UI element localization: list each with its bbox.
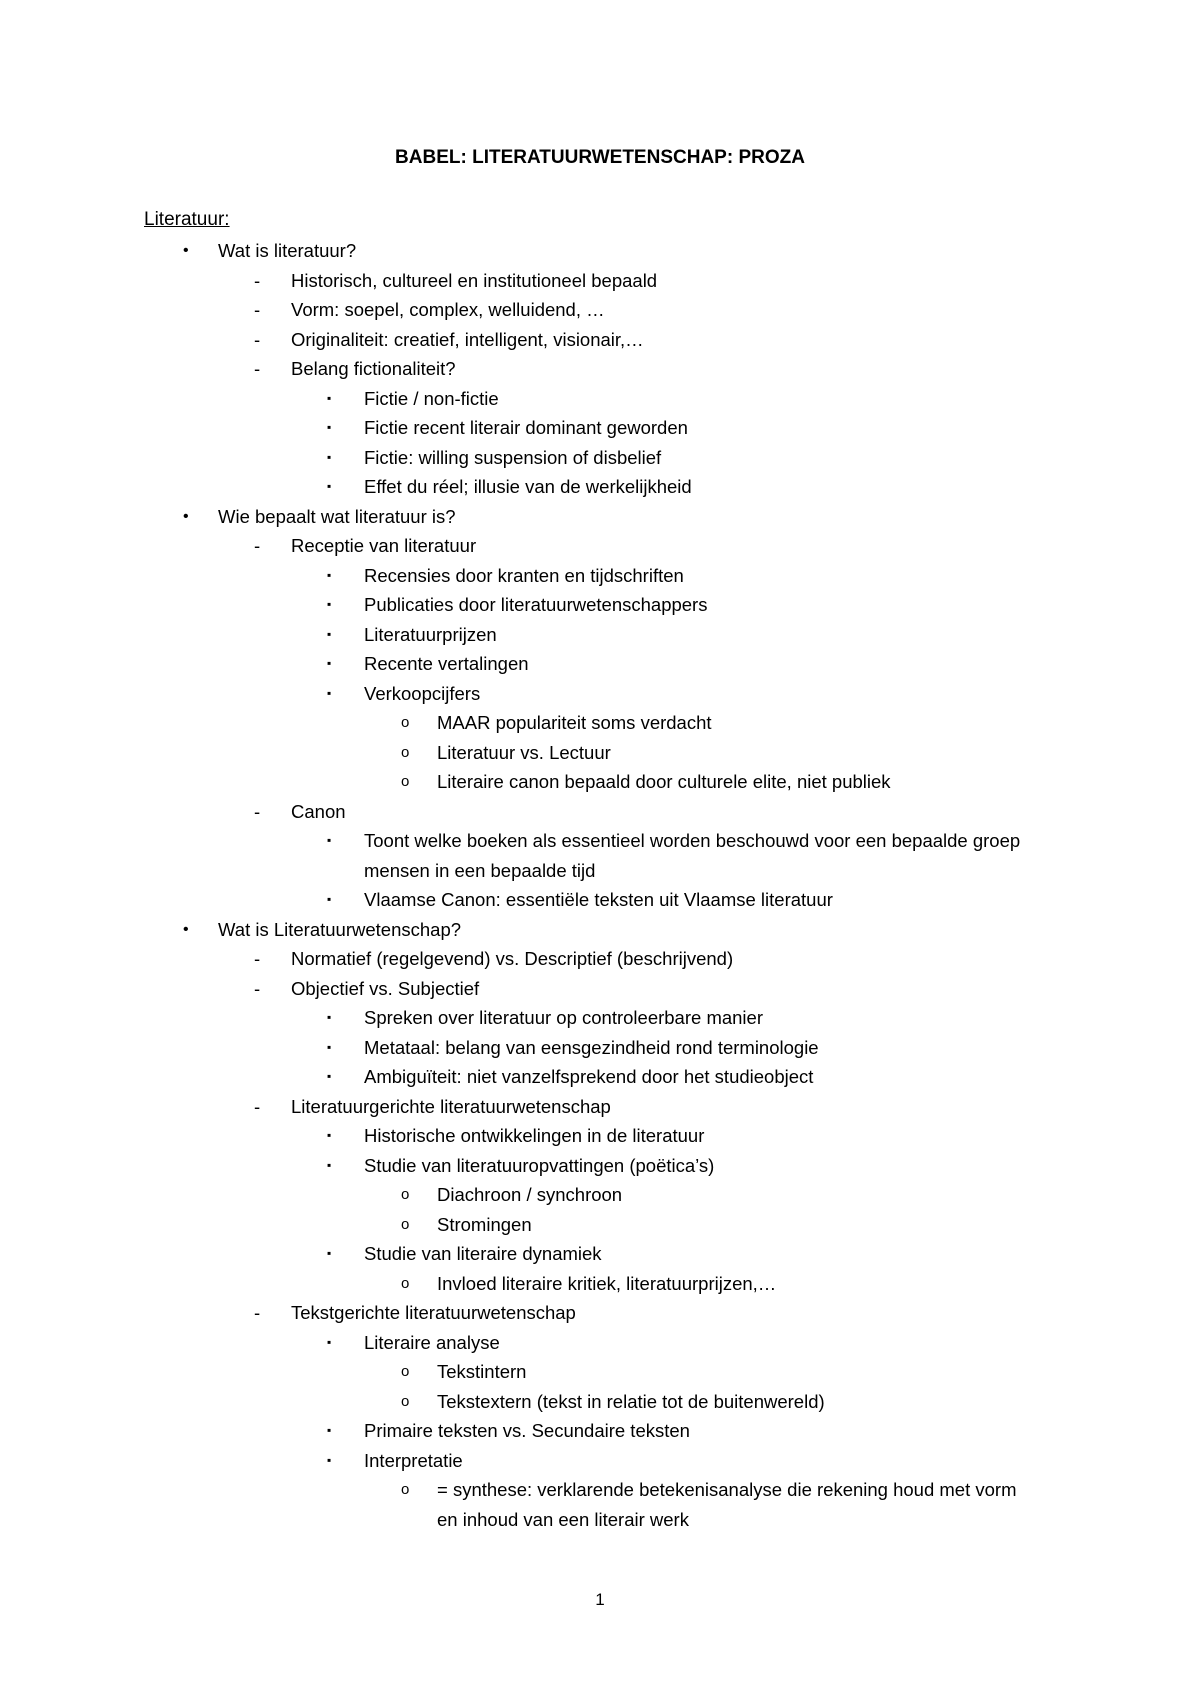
circle-marker: o <box>401 1274 410 1292</box>
square-marker: ▪ <box>327 1128 332 1142</box>
dash-marker: - <box>254 269 261 291</box>
outline-item-level-3 <box>0 443 1200 473</box>
outline-item-text: Verkoopcijfers <box>364 682 481 704</box>
dash-marker: - <box>254 1095 261 1117</box>
outline-item-level-3 <box>0 1121 1200 1151</box>
dash-marker: - <box>254 977 261 999</box>
outline-item-level-3 <box>0 1062 1200 1092</box>
square-marker: ▪ <box>327 567 332 582</box>
outline-item-text: Literatuur vs. Lectuur <box>437 741 611 763</box>
square-marker: ▪ <box>327 626 332 641</box>
outline-item-text: Literatuurgerichte literatuurwetenschap <box>291 1095 611 1117</box>
outline-item-level-2 <box>0 974 1200 1004</box>
square-marker: ▪ <box>327 1010 332 1024</box>
outline-item-text: Tekstgerichte literatuurwetenschap <box>291 1302 576 1323</box>
square-marker: ▪ <box>327 656 332 670</box>
outline-item-text: Receptie van literatuur <box>291 535 477 556</box>
square-marker: ▪ <box>327 390 332 405</box>
bullet-marker: • <box>183 242 189 259</box>
outline-item-text: Stromingen <box>437 1213 532 1235</box>
outline-item-text: Tekstextern (tekst in relatie tot de buitenwereld) <box>437 1390 825 1412</box>
bullet-marker: • <box>183 920 189 938</box>
outline-item-level-4 <box>0 738 1200 768</box>
outline-item-text: Primaire teksten vs. Secundaire teksten <box>364 1420 690 1441</box>
section-heading: Literatuur: <box>144 209 230 230</box>
outline-item-level-2 <box>0 266 1200 296</box>
outline-item-level-4 <box>0 1210 1200 1240</box>
outline-item-text: Studie van literaire dynamiek <box>364 1243 602 1264</box>
outline-item-level-2 <box>0 325 1200 355</box>
outline-item-level-3 <box>0 1446 1200 1476</box>
outline-item-level-3 <box>0 649 1200 679</box>
outline-item-text: Normatief (regelgevend) vs. Descriptief (beschrijvend) <box>291 948 734 969</box>
outline-item-text: Ambiguïteit: niet vanzelfsprekend door het studieobject <box>364 1066 814 1087</box>
dash-marker: - <box>254 299 261 320</box>
square-marker: ▪ <box>327 420 332 434</box>
outline-item-level-2 <box>0 1298 1200 1328</box>
square-marker: ▪ <box>327 597 332 611</box>
outline-item-level-2 <box>0 797 1200 827</box>
outline-item-text: Fictie recent literair dominant geworden <box>364 417 688 438</box>
bullet-marker: • <box>183 507 189 525</box>
outline-item-text: Metataal: belang van eensgezindheid rond terminologie <box>364 1036 819 1058</box>
outline-item-text: Tekstintern <box>437 1361 527 1382</box>
square-marker: ▪ <box>327 1069 332 1083</box>
dash-marker: - <box>254 358 261 379</box>
outline-item-text: Canon <box>291 800 346 822</box>
outline-item-level-3 <box>0 826 1200 885</box>
circle-marker: o <box>401 1481 410 1498</box>
outline-item-text: = synthese: verklarende betekenisanalyse die rekening houd met vorm en inhoud van een literair werk <box>437 1479 1017 1530</box>
outline-item-level-1 <box>0 502 1200 532</box>
outline-item-level-4 <box>0 1269 1200 1299</box>
circle-marker: o <box>401 1392 410 1410</box>
outline-item-level-3 <box>0 1239 1200 1269</box>
outline-item-level-3 <box>0 384 1200 414</box>
square-marker: ▪ <box>327 685 332 700</box>
square-marker: ▪ <box>327 449 332 464</box>
outline-item-text: Fictie: willing suspension of disbelief <box>364 446 662 468</box>
outline-item-text: Literatuurprijzen <box>364 623 497 645</box>
outline-item-text: Invloed literaire kritiek, literatuurprijzen,… <box>437 1272 777 1294</box>
outline-item-text: Wat is Literatuurwetenschap? <box>218 918 462 940</box>
outline-item-level-3 <box>0 561 1200 591</box>
outline-item-text: Literaire canon bepaald door culturele elite, niet publiek <box>437 771 891 792</box>
outline-item-text: Diachroon / synchroon <box>437 1184 623 1205</box>
dash-marker: - <box>254 948 261 969</box>
outline-item-text: Studie van literatuuropvattingen (poëtica’s) <box>364 1154 715 1176</box>
outline-item-level-1 <box>0 915 1200 945</box>
square-marker: ▪ <box>327 1246 332 1260</box>
outline-item-text: Literaire analyse <box>364 1331 500 1353</box>
outline-item-level-2 <box>0 944 1200 974</box>
square-marker: ▪ <box>327 1334 332 1349</box>
dash-marker: - <box>254 800 261 822</box>
square-marker: ▪ <box>327 833 332 847</box>
outline-item-level-4 <box>0 1357 1200 1387</box>
outline-item-text: Wie bepaalt wat literatuur is? <box>218 505 456 527</box>
outline-item-level-3 <box>0 1003 1200 1033</box>
outline-item-level-1 <box>0 236 1200 266</box>
document-title: BABEL: LITERATUURWETENSCHAP: PROZA <box>395 147 805 168</box>
dash-marker: - <box>254 1302 261 1323</box>
outline-item-text: MAAR populariteit soms verdacht <box>437 712 712 733</box>
outline-item-level-2 <box>0 1092 1200 1122</box>
circle-marker: o <box>401 743 410 761</box>
outline-item-text: Publicaties door literatuurwetenschappers <box>364 594 708 615</box>
outline-item-level-3 <box>0 1151 1200 1181</box>
outline-item-text: Wat is literatuur? <box>218 240 357 261</box>
dash-marker: - <box>254 328 261 350</box>
circle-marker: o <box>401 1186 410 1203</box>
circle-marker: o <box>401 714 410 731</box>
outline-item-text: Objectief vs. Subjectief <box>291 977 480 999</box>
circle-marker: o <box>401 773 410 790</box>
outline-item-level-2 <box>0 531 1200 561</box>
outline-item-text: Originaliteit: creatief, intelligent, visionair,… <box>291 328 644 350</box>
outline-item-text: Spreken over literatuur op controleerbare manier <box>364 1007 763 1028</box>
square-marker: ▪ <box>327 1452 332 1467</box>
outline-item-level-2 <box>0 354 1200 384</box>
outline-item-text: Historische ontwikkelingen in de literatuur <box>364 1125 705 1146</box>
outline-item-level-4 <box>0 767 1200 797</box>
outline-item-level-4 <box>0 1387 1200 1417</box>
outline-item-level-4 <box>0 1475 1200 1534</box>
outline-item-level-3 <box>0 885 1200 915</box>
outline-item-text: Historisch, cultureel en institutioneel bepaald <box>291 269 658 291</box>
square-marker: ▪ <box>327 479 332 493</box>
outline-item-text: Toont welke boeken als essentieel worden beschouwd voor een bepaalde groep mensen in een bepaalde tijd <box>364 830 1021 881</box>
outline-item-level-4 <box>0 708 1200 738</box>
page-number: 1 <box>595 1590 605 1609</box>
outline-item-level-4 <box>0 1180 1200 1210</box>
outline-item-text: Vorm: soepel, complex, welluidend, … <box>291 299 605 320</box>
circle-marker: o <box>401 1215 410 1233</box>
outline-item-level-2 <box>0 295 1200 325</box>
circle-marker: o <box>401 1363 410 1380</box>
outline-item-text: Vlaamse Canon: essentiële teksten uit Vlaamse literatuur <box>364 889 833 910</box>
outline-item-level-3 <box>0 590 1200 620</box>
outline-item-text: Fictie / non-fictie <box>364 387 499 409</box>
outline-item-text: Recensies door kranten en tijdschriften <box>364 564 684 586</box>
outline-item-text: Belang fictionaliteit? <box>291 358 456 379</box>
outline-item-level-3 <box>0 472 1200 502</box>
square-marker: ▪ <box>327 1039 332 1054</box>
outline-list <box>0 236 1200 1534</box>
square-marker: ▪ <box>327 1423 332 1437</box>
outline-item-text: Effet du réel; illusie van de werkelijkheid <box>364 476 692 497</box>
square-marker: ▪ <box>327 1157 332 1172</box>
square-marker: ▪ <box>327 892 332 906</box>
outline-item-level-3 <box>0 413 1200 443</box>
outline-item-level-3 <box>0 1328 1200 1358</box>
outline-item-text: Interpretatie <box>364 1449 463 1471</box>
outline-item-level-3 <box>0 679 1200 709</box>
outline-item-level-3 <box>0 620 1200 650</box>
dash-marker: - <box>254 535 261 556</box>
outline-item-text: Recente vertalingen <box>364 653 529 674</box>
outline-item-level-3 <box>0 1416 1200 1446</box>
outline-item-level-3 <box>0 1033 1200 1063</box>
